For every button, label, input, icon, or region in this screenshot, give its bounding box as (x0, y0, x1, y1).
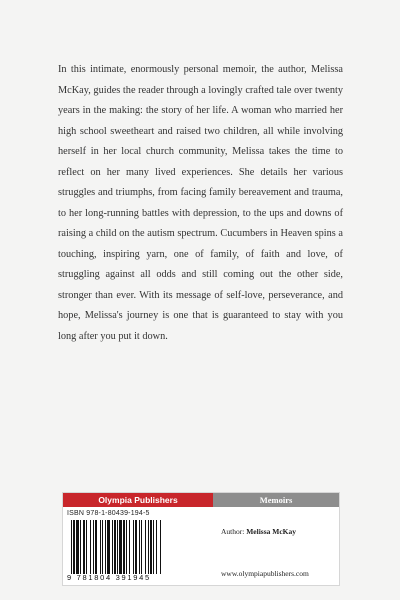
barcode-bar (150, 520, 152, 574)
barcode-graphic (67, 520, 205, 574)
barcode-bar (156, 520, 157, 574)
barcode-bar (95, 520, 97, 574)
barcode-bar (112, 520, 113, 574)
barcode-bar (93, 520, 94, 574)
barcode-bar (105, 520, 106, 574)
barcode-bar (141, 520, 142, 574)
barcode-bar (100, 520, 101, 574)
isbn-panel (62, 492, 340, 586)
barcode-bar (129, 520, 130, 574)
barcode-bar (102, 520, 103, 574)
blurb-text: In this intimate, enormously personal memoir, the author, Melissa McKay, guides the reader through a lovingly crafted tale over twenty years in the making: the story of her life. A woman who married her high school sweetheart and raised two children, all while involving herself in her local church community, Melissa takes the time to reflect on her many lived experiences. She details her various struggles and triumphs, from facing family bereavement and trauma, to her long-running battles with depression, to the ups and downs of raising a child on the autism spectrum. Cucumbers in Heaven spins a touching, inspiring yarn, one of family, of faith and love, of struggling against all odds and still coming out the other side, stronger than ever. With its message of self-love, perseverance, and hope, Melissa's journey is one that is guaranteed to stay with you long after you put it down. (58, 64, 343, 342)
publisher-label: Olympia Publishers (63, 493, 213, 507)
barcode-bar (123, 520, 125, 574)
barcode-bar (80, 520, 81, 574)
barcode-bar (126, 520, 127, 574)
barcode-bar (117, 520, 118, 574)
barcode-bar (90, 520, 91, 574)
isbn-number: ISBN 978-1-80439-194-5 (67, 510, 150, 517)
author-name: Melissa McKay (246, 527, 296, 536)
barcode-bar (76, 520, 79, 574)
publisher-website: www.olympiapublishers.com (221, 569, 309, 578)
barcode-bar (153, 520, 154, 574)
genre-label: Memoirs (213, 493, 339, 507)
barcode-bar (160, 520, 161, 574)
barcode-bar (135, 520, 137, 574)
barcode-bar (148, 520, 149, 574)
barcode-bar (133, 520, 134, 574)
barcode-bar (73, 520, 75, 574)
barcode-bar (107, 520, 110, 574)
barcode-bar (139, 520, 140, 574)
barcode-digits: 9 781804 391945 (67, 573, 151, 582)
barcode-bar (86, 520, 87, 574)
barcode-bar (71, 520, 72, 574)
barcode-bar (114, 520, 116, 574)
author-line (221, 527, 296, 536)
barcode-bar (145, 520, 146, 574)
barcode-bar (119, 520, 122, 574)
author-label: Author: (221, 527, 245, 536)
barcode-bar (83, 520, 85, 574)
